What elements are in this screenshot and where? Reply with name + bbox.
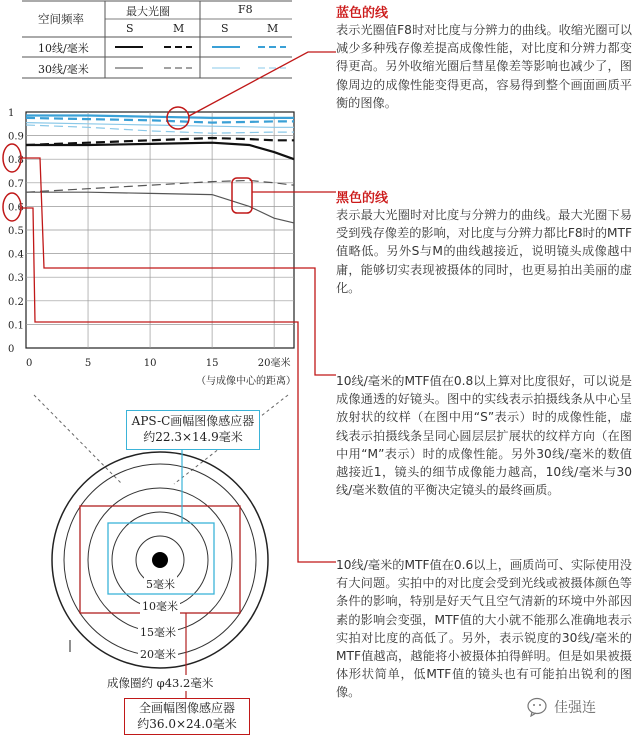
- y-tick-label: 0.5: [8, 226, 24, 237]
- y-tick-label: 0.3: [8, 273, 24, 285]
- black-line-title: 黑色的线: [336, 191, 389, 206]
- legend-row-30: 30线/毫米: [38, 63, 89, 76]
- x-tick-label: 0: [26, 358, 33, 369]
- fullframe-label-box: [124, 698, 250, 735]
- y-tick-label: 0.8: [8, 155, 24, 167]
- apsc-label-box: [126, 410, 260, 450]
- legend-col-freq: 空间频率: [38, 12, 84, 26]
- y-tick-label: 1: [8, 108, 15, 119]
- black-line-description: 表示最大光圈时对比度与分辨力的曲线。最大光圈下易受到残存像差的影响，对比度与分辨力都比F8时的MTF值略低。另外S与M的曲线越接近，说明镜头成像越中庸，能够切实表现被摄体的同时，也更易拍出美丽的虚化。: [336, 208, 632, 295]
- mtf-06-description: 10线/毫米的MTF值在0.6以上，画质尚可、实际使用没有大问题。实拍中的对比度会受到光线或被摄体颜色等条件的影响，特别是好天气且空气清新的环境中外部因素的影响会变强，MTF值的大小就不能那么准确地表示实拍对比度的高低了。另外，表示锐度的30线/毫米的MTF值越高，越能将小被摄体拍得鲜明。但是如果被摄体形状简单，低MTF值的镜头也有可能拍出锐利的图像。: [336, 558, 632, 700]
- apsc-label-line1: APS-C画幅图像感应器: [131, 414, 255, 428]
- legend-sub-s1: S: [126, 22, 134, 35]
- legend-col-f8: F8: [238, 3, 253, 16]
- x-tick-label: 10: [143, 358, 157, 369]
- ff-label-line2: 约36.0×24.0毫米: [137, 717, 237, 731]
- y-tick-label: 0.9: [8, 131, 24, 143]
- y-tick-label: 0.4: [8, 249, 24, 261]
- callout-circle-0-8: [3, 144, 21, 172]
- callout-line-blue: [189, 52, 336, 116]
- y-tick-label: 0: [8, 344, 15, 355]
- ring-15mm-label: 15毫米: [140, 626, 176, 639]
- y-tick-label: 0.1: [8, 320, 24, 332]
- y-tick-label: 0.2: [8, 296, 24, 308]
- x-tick-label: 20毫米: [257, 358, 291, 369]
- blue-line-description: 表示光圈值F8时对比度与分辨力的曲线。收缩光圈可以减少多种残存像差提高成像性能，对比度和分辨力都变得更高。另外收缩光圈后彗星像差等影响也减少了，图像周边的成像性能变得更高，容易得到整个画面画质平衡的图像。: [336, 23, 632, 110]
- callout-box-black: [232, 178, 252, 213]
- ring-10mm-label: 10毫米: [142, 600, 178, 613]
- legend-sub-m2: M: [267, 22, 279, 35]
- x-tick-label: 5: [84, 358, 92, 369]
- ring-20mm-label: 20毫米: [140, 648, 176, 661]
- blue-line-title: 蓝色的线: [336, 6, 389, 21]
- image-circle-label: 成像圈约 φ43.2毫米: [104, 675, 216, 691]
- callout-line-0-8: [20, 158, 336, 375]
- y-tick-label: 0.6: [8, 202, 24, 214]
- chat-bubble-icon: [527, 697, 549, 717]
- watermark-text: 佳强连: [554, 700, 596, 716]
- mtf-08-description: 10线/毫米的MTF值在0.8以上算对比度很好，可以说是成像通透的好镜头。图中的实线表示拍摄线条从中心呈放射状的纹样（在图中用“S”表示）时的成像性能，虚线表示拍摄线条呈同心圆层层扩展状的纹样方向（在图中用“M”表示）时的成像性能。另外30线/毫米的数值越接近1，镜头的细节成像能力越高，10线/毫米与30线/毫米数值的平衡决定镜头的最终画质。: [336, 374, 632, 498]
- callout-circle-0-6: [3, 193, 21, 221]
- legend-sub-s2: S: [221, 22, 229, 35]
- legend-row-10: 10线/毫米: [38, 42, 89, 55]
- apsc-label-line2: 约22.3×14.9毫米: [143, 430, 243, 444]
- ring-5mm-label: 5毫米: [146, 578, 175, 591]
- callout-circle-blue: [167, 107, 189, 129]
- x-axis-label: （与成像中心的距离）: [196, 376, 296, 387]
- center-dot: [152, 552, 168, 568]
- y-tick-label: 0.7: [8, 178, 24, 190]
- ff-label-line1: 全画幅图像感应器: [138, 701, 235, 715]
- legend-col-max-aperture: 最大光圈: [126, 5, 170, 18]
- legend-sub-m1: M: [173, 22, 185, 35]
- x-tick-label: 15: [205, 358, 219, 369]
